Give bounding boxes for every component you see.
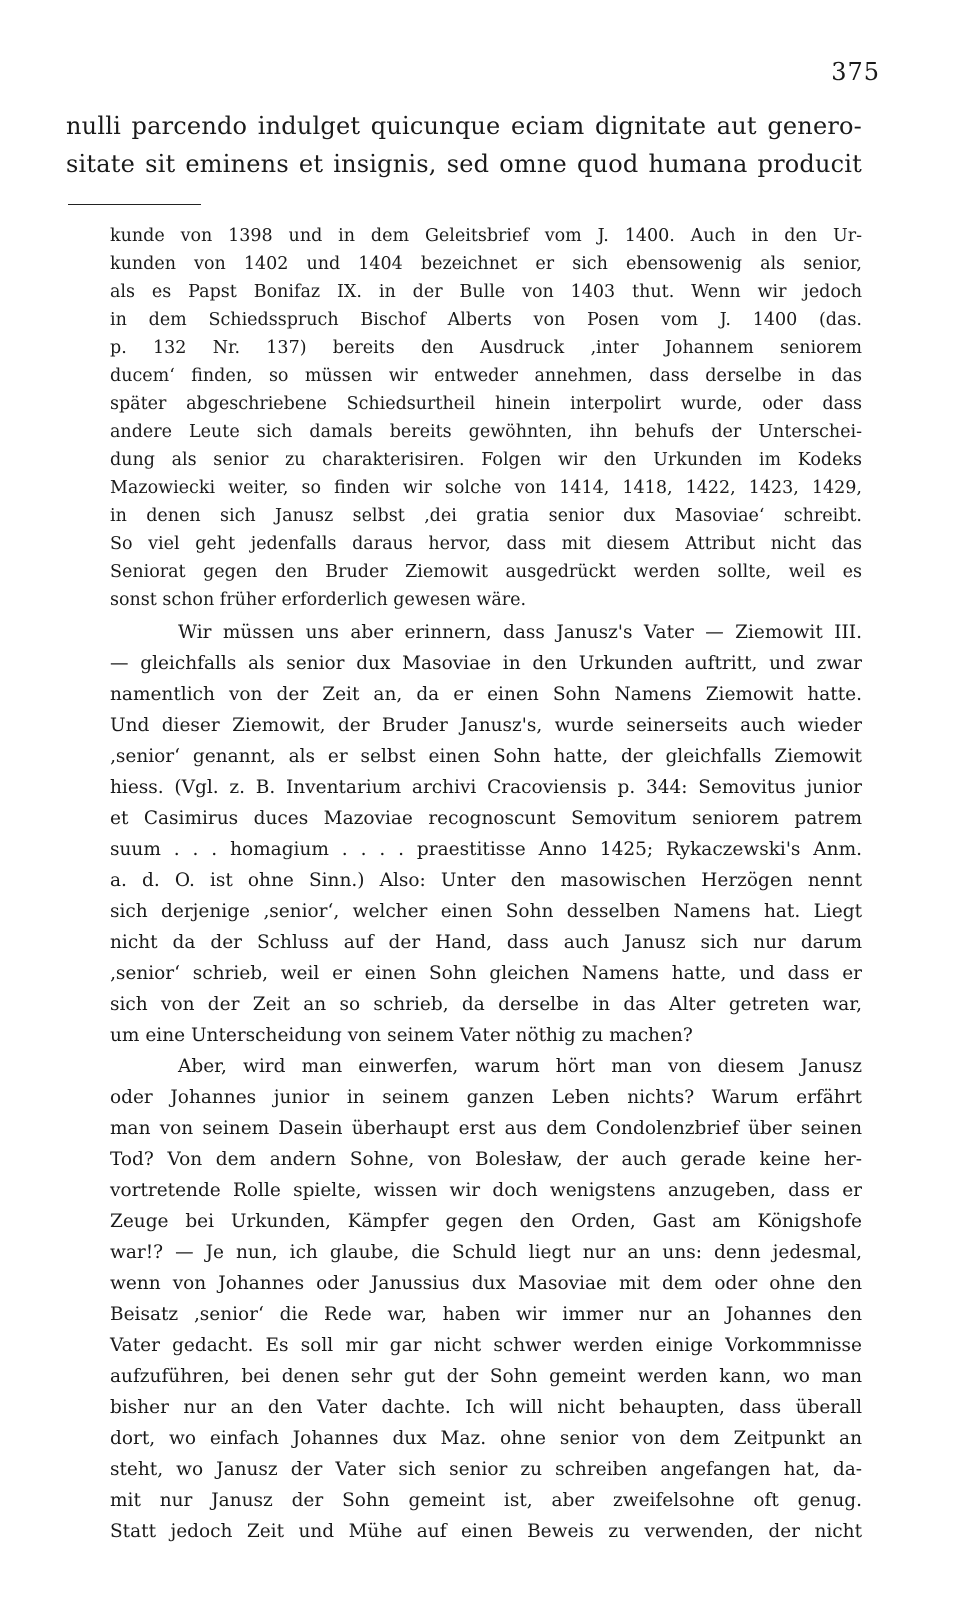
footnote-line: Seniorat gegen den Bruder Ziemowit ausgedrückt werden sollte, weil es bbox=[110, 562, 862, 582]
body-text-line: aufzuführen, bei denen sehr gut der Sohn gemeint werden kann, wo man bbox=[110, 1366, 862, 1387]
footnote-line: Mazowiecki weiter, so finden wir solche von 1414, 1418, 1422, 1423, 1429, bbox=[110, 478, 862, 498]
footnote-line: in dem Schiedsspruch Bischof Alberts von Posen vom J. 1400 (das. bbox=[110, 310, 862, 330]
body-text-line: Statt jedoch Zeit und Mühe auf einen Beweis zu verwenden, der nicht bbox=[110, 1521, 862, 1542]
body-text-line: nicht da der Schluss auf der Hand, dass auch Janusz sich nur darum bbox=[110, 932, 862, 953]
body-text-line: war!? — Je nun, ich glaube, die Schuld liegt nur an uns: denn jedesmal, bbox=[110, 1242, 862, 1263]
body-text-line: Beisatz ‚senior‘ die Rede war, haben wir immer nur an Johannes den bbox=[110, 1304, 862, 1325]
body-text-line: steht, wo Janusz der Vater sich senior zu schreiben angefangen hat, da- bbox=[110, 1459, 862, 1480]
body-text-line: Zeuge bei Urkunden, Kämpfer gegen den Orden, Gast am Königshofe bbox=[110, 1211, 862, 1232]
footnote-line: als es Papst Bonifaz IX. in der Bulle von 1403 thut. Wenn wir jedoch bbox=[110, 282, 862, 302]
main-text-line: nulli parcendo indulget quicunque eciam dignitate aut genero- bbox=[66, 112, 862, 140]
footnote-line: kunden von 1402 und 1404 bezeichnet er sich ebensowenig als senior, bbox=[110, 254, 862, 274]
body-text-line: ‚senior‘ schrieb, weil er einen Sohn gleichen Namens hatte, und dass er bbox=[110, 963, 862, 984]
body-text-line: sich von der Zeit an so schrieb, da derselbe in das Alter getreten war, bbox=[110, 994, 862, 1015]
body-text-line: ‚senior‘ genannt, als er selbst einen Sohn hatte, der gleichfalls Ziemowit bbox=[110, 746, 862, 767]
body-text-line: Wir müssen uns aber erinnern, dass Janusz's Vater — Ziemowit III. bbox=[178, 622, 862, 643]
body-text-line: wenn von Johannes oder Janussius dux Masoviae mit dem oder ohne den bbox=[110, 1273, 862, 1294]
body-text-line: mit nur Janusz der Sohn gemeint ist, aber zweifelsohne oft genug. bbox=[110, 1490, 862, 1511]
body-text-line: dort, wo einfach Johannes dux Maz. ohne senior von dem Zeitpunkt an bbox=[110, 1428, 862, 1449]
body-text-line: hiess. (Vgl. z. B. Inventarium archivi Cracoviensis p. 344: Semovitus junior bbox=[110, 777, 862, 798]
body-text-line: oder Johannes junior in seinem ganzen Leben nichts? Warum erfährt bbox=[110, 1087, 862, 1108]
footnote-line: So viel geht jedenfalls daraus hervor, dass mit diesem Attribut nicht das bbox=[110, 534, 862, 554]
footnote-line: sonst schon früher erforderlich gewesen wäre. bbox=[110, 590, 527, 610]
footnote-line: andere Leute sich damals bereits gewöhnten, ihn behufs der Unterschei- bbox=[110, 422, 862, 442]
body-text-line: a. d. O. ist ohne Sinn.) Also: Unter den masowischen Herzögen nennt bbox=[110, 870, 862, 891]
body-text-line: vortretende Rolle spielte, wissen wir doch wenigstens anzugeben, dass er bbox=[110, 1180, 862, 1201]
body-text-line: — gleichfalls als senior dux Masoviae in den Urkunden auftritt, und zwar bbox=[110, 653, 862, 674]
body-text-line: namentlich von der Zeit an, da er einen Sohn Namens Ziemowit hatte. bbox=[110, 684, 862, 705]
footnote-line: kunde von 1398 und in dem Geleitsbrief vom J. 1400. Auch in den Ur- bbox=[110, 226, 862, 246]
body-text-line: suum . . . homagium . . . . praestitisse Anno 1425; Rykaczewski's Anm. bbox=[110, 839, 862, 860]
body-text-line: Und dieser Ziemowit, der Bruder Janusz's, wurde seinerseits auch wieder bbox=[110, 715, 862, 736]
footnote-line: ducem‘ finden, so müssen wir entweder annehmen, dass derselbe in das bbox=[110, 366, 862, 386]
body-text-line: sich derjenige ‚senior‘, welcher einen Sohn desselben Namens hat. Liegt bbox=[110, 901, 862, 922]
body-text-line: et Casimirus duces Mazoviae recognoscunt Semovitum seniorem patrem bbox=[110, 808, 862, 829]
footnote-line: in denen sich Janusz selbst ‚dei gratia senior dux Masoviae‘ schreibt. bbox=[110, 506, 862, 526]
footnote-line: später abgeschriebene Schiedsurtheil hinein interpolirt wurde, oder dass bbox=[110, 394, 862, 414]
footnote-line: dung als senior zu charakterisiren. Folgen wir den Urkunden im Kodeks bbox=[110, 450, 862, 470]
body-text-line: um eine Unterscheidung von seinem Vater nöthig zu machen? bbox=[110, 1025, 693, 1046]
body-text-line: Vater gedacht. Es soll mir gar nicht schwer werden einige Vorkommnisse bbox=[110, 1335, 862, 1356]
body-text-line: Aber, wird man einwerfen, warum hört man von diesem Janusz bbox=[178, 1056, 862, 1077]
main-text-line: sitate sit eminens et insignis, sed omne quod humana producit bbox=[66, 150, 862, 178]
body-text-line: bisher nur an den Vater dachte. Ich will nicht behaupten, dass überall bbox=[110, 1397, 862, 1418]
page-number: 375 bbox=[831, 58, 880, 86]
footnote-line: p. 132 Nr. 137) bereits den Ausdruck ‚inter Johannem seniorem bbox=[110, 338, 862, 358]
footnote-separator bbox=[68, 204, 201, 205]
body-text-line: Tod? Von dem andern Sohne, von Bolesław, der auch gerade keine her- bbox=[110, 1149, 862, 1170]
body-text-line: man von seinem Dasein überhaupt erst aus dem Condolenzbrief über seinen bbox=[110, 1118, 862, 1139]
